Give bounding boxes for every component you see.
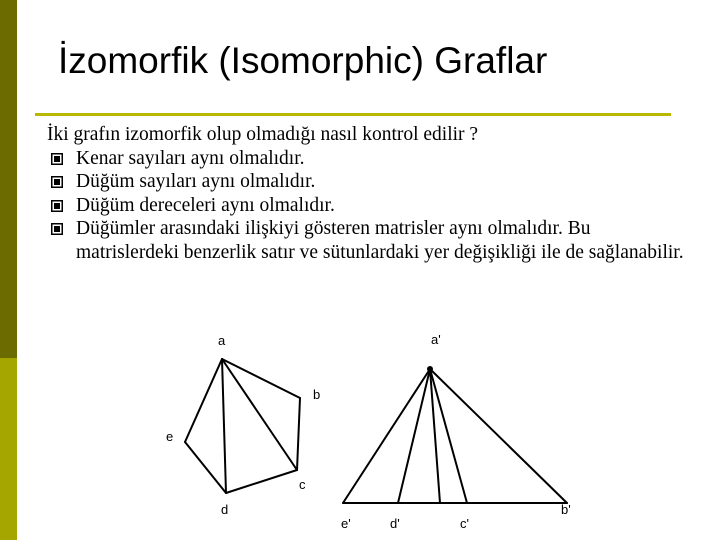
graph1-edges xyxy=(185,359,300,493)
graph1-label-a: a xyxy=(218,333,226,348)
bullet-text: Düğümler arasındaki ilişkiyi gösteren matrisler aynı olmalıdır. Bu matrislerdeki benzerlik satır ve sütunlardaki yer değişikliği ile de sağlanabilir. xyxy=(76,218,684,263)
graph2-label-e: e' xyxy=(341,516,351,531)
graph1-label-c: c xyxy=(299,477,306,492)
slide-title: İzomorfik (Isomorphic) Graflar xyxy=(58,40,548,81)
graph1-edge-a-d xyxy=(222,359,226,493)
intro-text: İki grafın izomorfik olup olmadığı nasıl kontrol edilir ? xyxy=(47,124,479,145)
graph2-label-a: a' xyxy=(431,332,441,347)
bullet-text: Kenar sayıları aynı olmalıdır. xyxy=(76,147,305,169)
graph1-edge-a-b xyxy=(222,359,300,398)
graph1-edge-a-c xyxy=(222,359,297,470)
graph2-label-c: c' xyxy=(460,516,469,531)
bullet-text: Düğüm sayıları aynı olmalıdır. xyxy=(76,171,316,192)
graph1-label-b: b xyxy=(313,387,321,402)
graph1-edge-b-c xyxy=(297,398,300,470)
graph2-edge-a-e xyxy=(343,369,430,503)
graph2-edge-a-b xyxy=(430,369,567,503)
bullet-text: Düğüm dereceleri aynı olmalıdır. xyxy=(76,194,335,216)
graph2-label-b: b' xyxy=(561,502,571,517)
graph1-edge-d-c xyxy=(226,470,297,493)
graph1-edge-e-a xyxy=(185,359,222,442)
graph1-label-d: d xyxy=(221,502,229,517)
graph1-label-e: e xyxy=(166,429,174,444)
graph1-edge-e-d xyxy=(185,442,226,493)
graph2-node-a xyxy=(427,366,433,372)
graph2-label-d: d' xyxy=(390,516,400,531)
graph2-edge-a-d xyxy=(398,369,430,503)
graph2-edges xyxy=(343,369,567,503)
